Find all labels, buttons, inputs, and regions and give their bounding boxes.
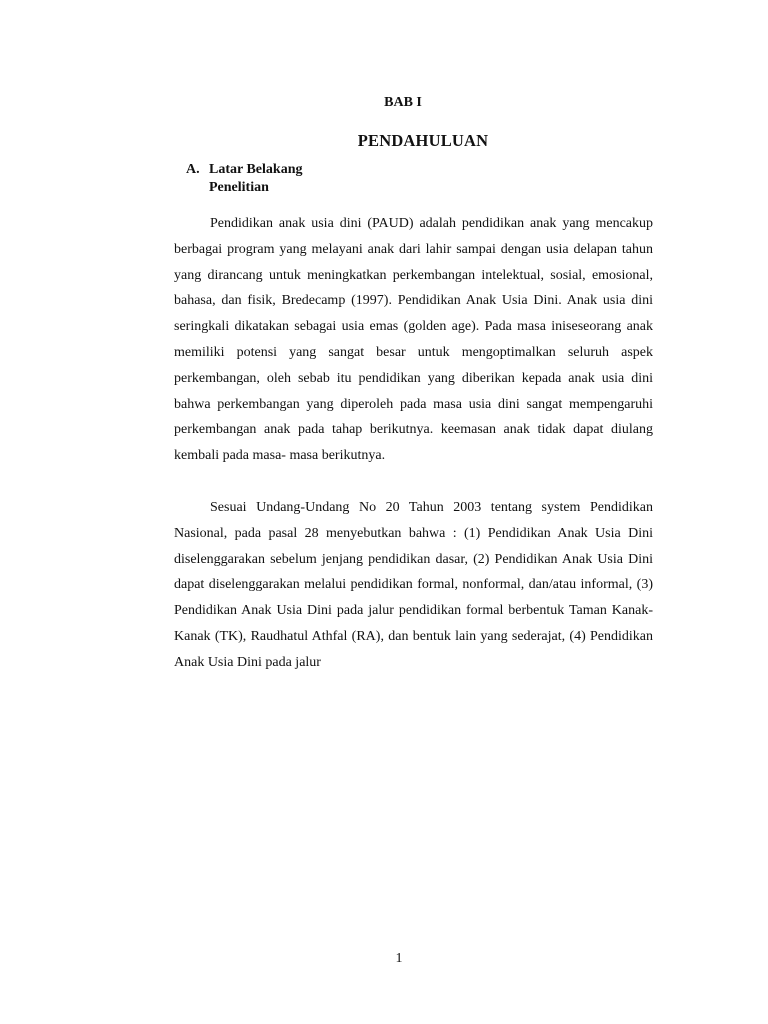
section-heading bbox=[186, 161, 339, 197]
paragraph-1-text: Pendidikan anak usia dini (PAUD) adalah pendidikan anak yang mencakup berbagai program yang melayani anak dari lahir sampai dengan usia delapan tahun yang dirancang untuk meningkatkan perkembangan intelektual, sosial, emosional, bahasa, dan fisik, Bredecamp (1997). Pendidikan Anak Usia Dini. Anak usia dini seringkali dikatakan sebagai usia emas (golden age). Pada masa iniseseorang anak memiliki potensi yang sangat besar untuk mengoptimalkan seluruh aspek perkembangan, oleh sebab itu pendidikan yang diberikan kepada anak usia dini bahwa perkembangan yang diperoleh pada masa usia dini sangat mempengaruhi perkembangan anak pada tahap berikutnya. keemasan anak tidak dapat diulang kembali pada masa- masa berikutnya. bbox=[174, 216, 653, 464]
paragraph-2-text: Sesuai Undang-Undang No 20 Tahun 2003 tentang system Pendidikan Nasional, pada pasal 28 menyebutkan bahwa : (1) Pendidikan Anak Usia Dini diselenggarakan sebelum jenjang pendidikan dasar, (2) Pendidikan Anak Usia Dini dapat diselenggarakan melalui pendidikan formal, nonformal, dan/atau informal, (3) Pendidikan Anak Usia Dini pada jalur pendidikan formal berbentuk Taman Kanak-Kanak (TK), Raudhatul Athfal (RA), dan bentuk lain yang sederajat, (4) Pendidikan Anak Usia Dini pada jalur bbox=[174, 500, 653, 670]
paragraph-1 bbox=[174, 211, 653, 469]
page-number: 1 bbox=[395, 951, 403, 966]
paragraph-2 bbox=[174, 495, 653, 676]
section-letter: A. bbox=[186, 162, 200, 177]
chapter-title: PENDAHULUAN bbox=[357, 131, 489, 150]
section-title: Latar Belakang Penelitian bbox=[209, 162, 303, 195]
chapter-number: BAB I bbox=[384, 95, 422, 110]
